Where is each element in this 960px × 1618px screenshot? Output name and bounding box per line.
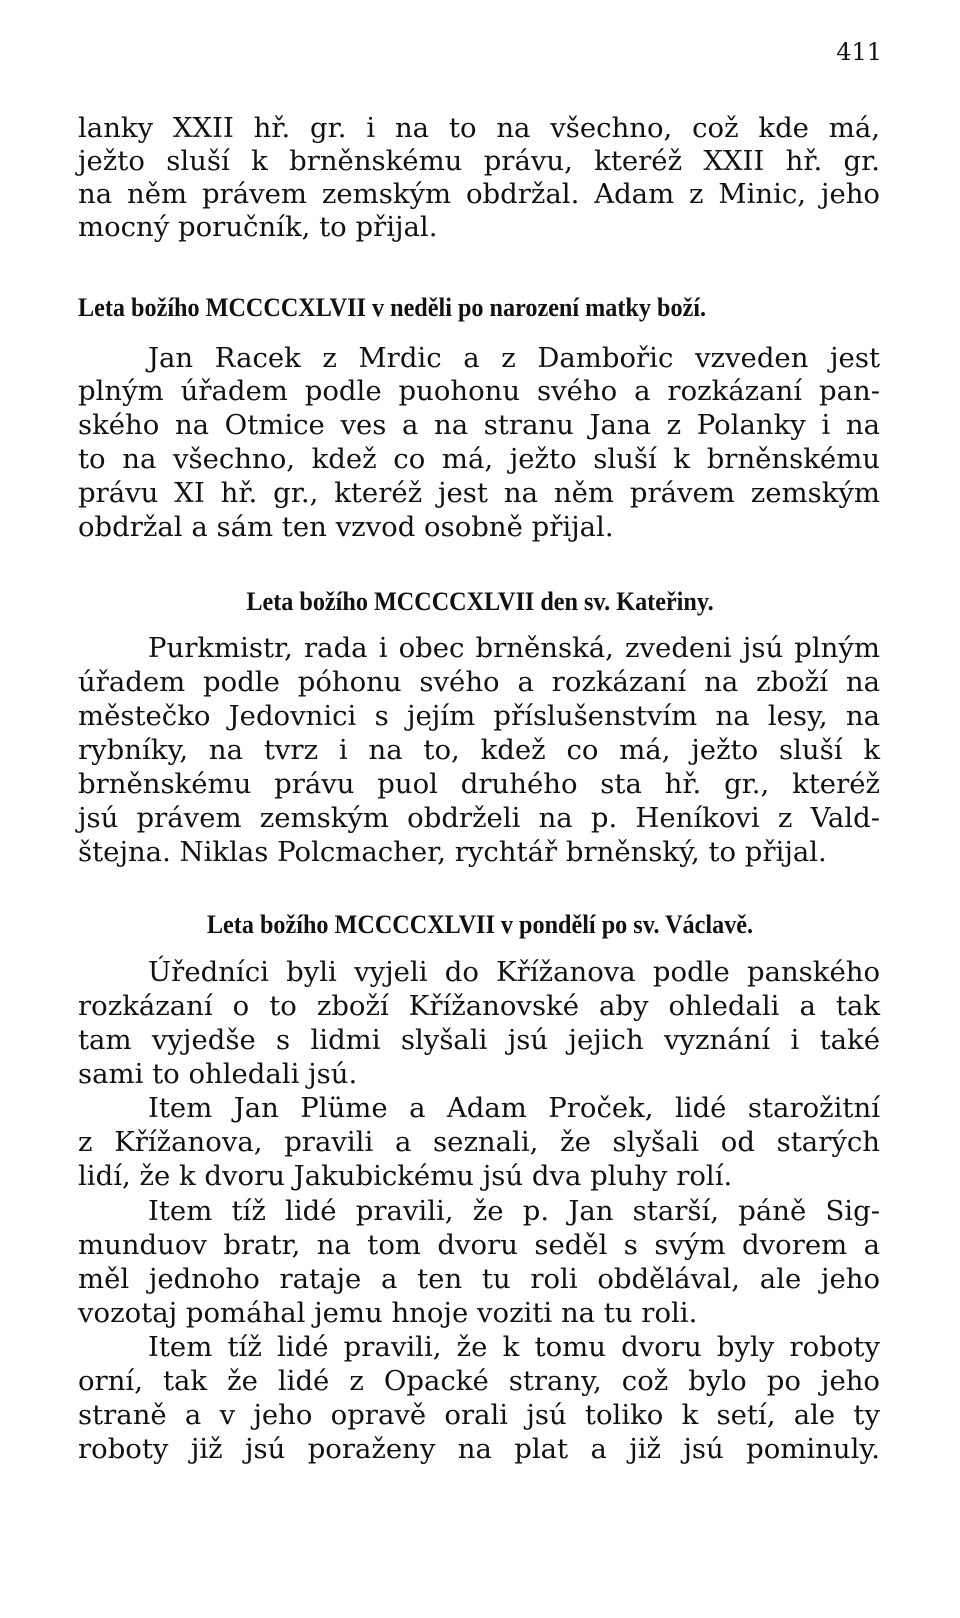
text-line: vozotaj pomáhal jemu hnoje voziti na tu roli. <box>78 1297 698 1329</box>
text-line: měl jednoho rataje a ten tu roli obdělával, ale jeho <box>78 1263 880 1295</box>
text-line: ježto sluší k brněnskému právu, kteréž XXII hř. gr. <box>78 145 880 177</box>
text-line: rybníky, na tvrz i na to, kdež co má, ježto sluší k <box>78 734 880 766</box>
text-line: Úředníci byli vyjeli do Křížanova podle panského <box>148 956 880 988</box>
page-number: 411 <box>836 38 882 66</box>
text-line: z Křížanova, pravili a seznali, že slyšali od starých <box>78 1126 880 1158</box>
text-line: plným úřadem podle puohonu svého a rozkázaní pan- <box>78 375 880 407</box>
text-line: jsú právem zemským obdrželi na p. Heníkovi z Vald- <box>78 802 880 834</box>
text-line: rozkázaní o to zboží Křížanovské aby ohledali a tak <box>78 990 880 1022</box>
text-line: Purkmistr, rada i obec brněnská, zvedeni jsú plným <box>148 632 880 664</box>
section-heading: Leta božího MCCCCXLVII den sv. Kateřiny. <box>246 587 714 616</box>
text-line: Item Jan Plüme a Adam Proček, lidé starožitní <box>148 1092 880 1124</box>
text-line: sami to ohledali jsú. <box>78 1058 358 1090</box>
text-line: mocný poručník, to přijal. <box>78 211 438 243</box>
text-line: lidí, že k dvoru Jakubickému jsú dva pluhy rolí. <box>78 1160 733 1192</box>
text-line: orní, tak že lidé z Opacké strany, což bylo po jeho <box>78 1365 880 1397</box>
text-line: to na všechno, kdež co má, ježto sluší k brněnskému <box>78 443 880 475</box>
text-line: munduov bratr, na tom dvoru seděl s svým dvorem a <box>78 1229 880 1261</box>
text-line: městečko Jedovnici s jejím příslušenstvím na lesy, na <box>78 700 880 732</box>
text-line: Jan Racek z Mrdic a z Dambořic vzveden jest <box>148 342 880 374</box>
text-line: obdržal a sám ten vzvod osobně přijal. <box>78 511 614 543</box>
text-line: roboty již jsú poraženy na plat a již jsú pominuly. <box>78 1433 880 1465</box>
text-line: straně a v jeho opravě orali jsú toliko k setí, ale ty <box>78 1399 880 1431</box>
text-line: tam vyjedše s lidmi slyšali jsú jejich vyznání i také <box>78 1024 880 1056</box>
section-heading: Leta božího MCCCCXLVII v neděli po narození matky boží. <box>78 293 707 322</box>
text-line: úřadem podle póhonu svého a rozkázaní na zboží na <box>78 666 880 698</box>
text-line: Item tíž lidé pravili, že k tomu dvoru byly roboty <box>148 1331 880 1363</box>
text-line: ského na Otmice ves a na stranu Jana z Polanky i na <box>78 409 880 441</box>
section-heading: Leta božího MCCCCXLVII v pondělí po sv. Václavě. <box>206 910 754 939</box>
text-line: Item tíž lidé pravili, že p. Jan starší, páně Sig- <box>148 1195 880 1227</box>
text-line: právu XI hř. gr., kteréž jest na něm právem zemským <box>78 477 880 509</box>
text-line: brněnskému právu puol druhého sta hř. gr., kteréž <box>78 768 880 800</box>
text-line: štejna. Niklas Polcmacher, rychtář brněnský, to přijal. <box>78 836 827 868</box>
text-line: na něm právem zemským obdržal. Adam z Minic, jeho <box>78 178 880 210</box>
text-line: lanky XXII hř. gr. i na to na všechno, což kde má, <box>78 112 880 144</box>
